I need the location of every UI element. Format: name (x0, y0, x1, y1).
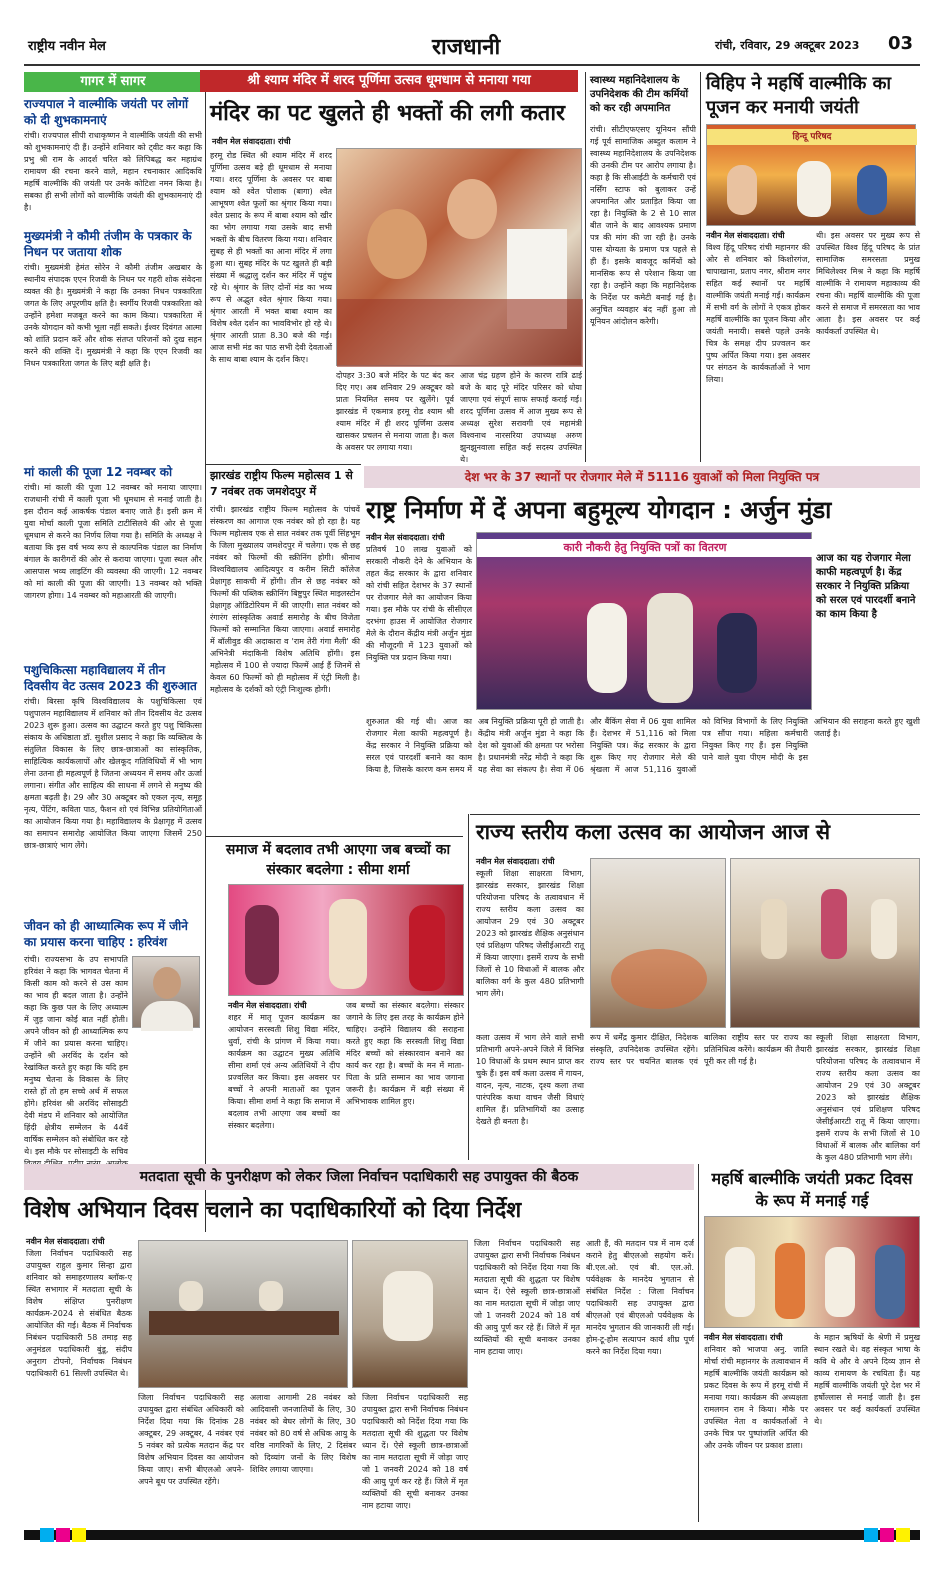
story-kicker: मतदाता सूची के पुनरीक्षण को लेकर जिला निर्वाचन पदाधिकारी सह उपायुक्त की बैठक (24, 1164, 694, 1190)
color-swatch (864, 1528, 878, 1542)
vhp-photo (706, 124, 916, 226)
story-column: अलावा आगामी 28 नवंबर को आदिवासी जनजातियों के लिए, 30 नवंबर को बेघर लोगों के लिए, 30 नवंबर को 80 वर्ष से अधिक आयु के वरिष्ठ नागरिकों के लिए, 2 दिसंबर को दिव्यांग जनों के लिए विशेष शिविर लगाया जाएगा। (250, 1393, 356, 1474)
story-column: कला उत्सव में भाग लेने वाले सभी प्रतिभागी अपने-अपने जिले में विभिन्न 10 विधाओं के प्रथम स्थान प्राप्त कर चुके हैं। इस वर्ष कला उत्सव में गायन, वादन, नृत्य, नाटक, दृश्य कला तथा पारंपरिक कथा वाचन जैसी विधाएं शामिल हैं। प्रतिभागियों का उत्साह देखते ही बनता है। (476, 1033, 584, 1126)
left-item-title: पशुचिकित्सा महाविद्यालय में तीन दिवसीय वेट उत्सव 2023 की शुरुआत (24, 663, 197, 693)
story-headline: विहिप ने महर्षि वाल्मीकि का पूजन कर मनायी जयंती (706, 73, 892, 118)
footer-bar (24, 1530, 920, 1540)
section-rule (205, 464, 361, 465)
story-headline: समाज में बदलाव तभी आएगा जब बच्चों का संस्कार बदलेगा : सीमा शर्मा (225, 842, 451, 878)
story-headline: झारखंड राष्ट्रीय फिल्म महोत्सव 1 से 7 नवंबर तक जमशेदपुर में (210, 469, 353, 498)
section-title: राजधानी (432, 35, 501, 60)
story-column: रूप में धर्मेंद्र कुमार दीक्षित, निदेशक संस्कृति, उपनिदेशक उपस्थित रहेंगे। राज्य स्तर पर चयनित बालक एवं बालिका राष्ट्रीय स्तर पर राज्य का प्रतिनिधित्व करेंगे। कार्यक्रम की तैयारी पूरी कर ली गई है। (590, 1033, 812, 1066)
temple-photo (336, 148, 582, 366)
story-column: जब बच्चों का संस्कार बदलेगा। संस्कार जगाने के लिए इस तरह के कार्यक्रम होने चाहिए। उन्होंने विद्यालय की सराहना करते हुए कहा कि सरस्वती शिशु विद्या मंदिर बच्चों को संस्कारवान बनाने का कार्य कर रहा है। बच्चों के मन में माता-पिता के प्रति सम्मान का भाव जगाना जरूरी है। कार्यक्रम में बड़ी संख्या में अभिभावक शामिल हुए। (346, 1001, 464, 1106)
color-swatch (896, 1528, 910, 1542)
story-column: आती हैं, की मतदान पत्र में नाम दर्ज कराने हेतु बीएलओ सहयोग करें। बी.एल.ओ. एवं बी. एल.ओ. पर्यवेक्षक के मानदेय भुगतान से संबंधित निर्देश : जिला निर्वाचन पदाधिकारी सह उपायुक्त द्वारा बीएलओ एवं बीएलओ पर्यवेक्षक के मानदेय भुगतान की जानकारी ली गई। होम-टू-होम सत्यापन कार्य शीघ्र पूर्ण करने का निर्देश दिया गया। (586, 1239, 694, 1356)
story-byline: नवीन मेल संवाददाता। रांची (26, 1237, 105, 1246)
story-column: रांची। झारखंड राष्ट्रीय फिल्म महोत्सव के पांचवें संस्करण का आगाज एक नवंबर को हो रहा है। यह फिल्म महोत्सव एक से सात नवंबर तक पूर्वी सिंहभूम के जिला मुख्यालय जमशेदपुर में चलेगा। एक से छह नवंबर को फिल्मों की स्क्रीनिंग होगी। श्रीनाथ विश्वविद्यालय आदित्यपुर व करीम सिटी कॉलेज प्रेक्षागृह साकची में होंगी। तीन से छह नवंबर को फिल्मों की पब्लिक स्क्रीनिंग बिष्टुपुर स्थित माइलस्टोन प्रेक्षागृह ऑडिटोरियम में की जाएगी। सात नवंबर को रंगारंग सांस्कृतिक अवार्ड समारोह के बीच विजेता फिल्मों को सम्मानित किया जाएगा। अवार्ड समारोह में बॉलीवुड की अदाकारा व 'राम तेरी गंगा मैली' की अभिनेत्री मंदाकिनी विशेष अतिथि होंगी। इस महोत्सव में 100 से ज्यादा फिल्में आई हैं जिनमें से केवल 60 फिल्मों को ही महोत्सव में एंट्री मिली है। महोत्सव के दर्शकों को एंट्री निःशुल्क होगी। (210, 505, 360, 694)
story-byline: नवीन मेल संवाददाता। रांची (228, 1001, 307, 1010)
story-byline: नवीन मेल संवाददाता। रांची (706, 231, 785, 240)
story-kicker: देश भर के 37 स्थानों पर रोजगार मेले में 51116 युवाओं को मिला नियुक्ति पत्र (364, 466, 920, 488)
story-column: हरमू रोड स्थित श्री श्याम मंदिर में शरद पूर्णिमा उत्सव बड़े ही धूमधाम से मनाया गया। शरद पूर्णिमा के अवसर पर बाबा श्याम को श्वेत पोशाक (बागा) श्वेत आभूषण श्वेत फूलों का श्रृंगार किया गया। श्वेत प्रसाद के रूप में बाबा श्याम को खीर का भोग लगाया गया उसके बाद सभी भक्तों के बीच वितरण किया गया। शनिवार सुबह से ही भक्तों का आना मंदिर में लगा हुआ था। सुबह मंदिर के पट खुलते ही बड़ी संख्या में श्रद्धालु दर्शन कर मंदिर में पहुंच रहे थे। श्रृंगार के लिए दोनों मंड का भव्य रूप से अद्भुत श्वेत श्रृंगार किया गया। श्रृंगार आरती में भक्त बाबा श्याम का विशेष श्वेत दर्शन का भावविभोर हो रहे थे। श्रृंगार आरती प्रातः 8.30 बजे की गई। आज सभी मंड का पाठ सभी देवी देवताओं के साथ बाबा श्याम के दर्शन किए। (210, 151, 332, 364)
section-label: गागर में सागर (24, 72, 202, 92)
story-column: स्कूली शिक्षा साक्षरता विभाग, झारखंड सरकार, झारखंड शिक्षा परियोजना परिषद के तत्वावधान में राज्य स्तरीय कला उत्सव का आयोजन 29 एवं 30 अक्टूबर 2023 को झारखंड शैक्षिक अनुसंधान एवं प्रशिक्षण परिषद जेसीईआरटी रातू में किया जाएगा। इसमें राज्य के सभी जिलों से 10 विधाओं में बालक और बालिका वर्ग के कुल 480 प्रतिभागी भाग लेंगे। (476, 869, 584, 998)
left-item-body: रांची। राज्यपाल सीपी राधाकृष्णन ने वाल्मीकि जयंती की सभी को शुभकामनाएं दी हैं। उन्होंने शनिवार को ट्वीट कर कहा कि प्रभु श्री राम के आदर्श चरित को लिपिबद्ध कर महाग्रंथ रामायण की रचना करने वाले, महान रचनाकार आदिकवि महर्षि वाल्मीकि की जयंती पर उनके कोटिशः नमन किया है। सबका ही सभी लोगों को वाल्मीकि जयंती की शुभकामनाएं दी है। (24, 131, 202, 212)
left-item-body: रांची। मां काली की पूजा 12 नवम्बर को मनाया जाएगा। राजधानी रांची में काली पूजा भी धूमधाम से मनाई जाती है। इस दौरान कई आकर्षक पंडाल बनाए जाते हैं। इसी क्रम में युवा मोर्चा काली पूजा समिति टाटीसिलवे की ओर से पूजा धूमधाम से करने का निर्णय लिया गया है। समिति के अध्यक्ष ने बताया कि इस वर्ष भव्य रूप से काल्पनिक पंडाल का निर्माण बंगाल के कारीगरों की ओर से कराया जाएगा। पूजा स्थल और आसपास भव्य लाइटिंग की व्यवस्था की जाएगी। 12 नवम्बर को मां काली की पूजा की जाएगी। 13 नवम्बर को भक्ति जागरण होगा। 14 नवम्बर को महाआरती की जाएगी। (24, 483, 202, 600)
story-headline: मंदिर का पट खुलते ही भक्तों की लगी कतार (210, 101, 566, 126)
column-divider (585, 72, 586, 462)
story-byline: नवीन मेल संवाददाता। रांची (212, 137, 291, 146)
meeting-photo-2 (352, 1240, 468, 1388)
page-date: रांची, रविवार, 29 अक्टूबर 2023 (715, 39, 860, 52)
left-item-title: मुख्यमंत्री ने कौमी तंजीम के पत्रकार के निधन पर जताया शोक (24, 229, 192, 259)
story-column: जिला निर्वाचन पदाधिकारी सह उपायुक्त द्वारा सभी निर्वाचक निबंधन पदाधिकारी को निर्देश दिया गया कि मतदाता सूची की शुद्धता पर विशेष ध्यान दें। ऐसे स्कूली छात्र-छात्राओं का नाम मतदाता सूची में जोड़ा जाए जो 1 जनवरी 2024 को 18 वर्ष की आयु पूर्ण कर रहे हैं। जिले में मृत व्यक्तियों की सूची बनाकर उनका नाम हटाया जाए। (474, 1239, 580, 1356)
photo-banner-text: कारी नौकरी हेतु नियुक्ति पत्रों का वितरण (477, 539, 813, 557)
story-byline: नवीन मेल संवाददाता। रांची (704, 1333, 783, 1342)
left-item-body: रांची। मुख्यमंत्री हेमंत सोरेन ने कौमी तंजीम अखबार के स्थानीय संपादक एएन रिजवी के निधन पर गहरी शोक संवेदना व्यक्त की है। मुख्यमंत्री ने कहा कि उनका निधन पत्रकारिता जगत के लिए अपूरणीय क्षति है। स्वर्गीय रिजवी पत्रकारिता को उन्होंने हमेशा मजबूत करने का काम किया। पत्रकारिता में उनके योगदान को कभी भूला नहीं सकते। ईश्वर दिवंगत आत्मा को शांति प्रदान करें और शोक संतप्त परिजनों को दुख सहन करने की शक्ति दें। मुख्यमंत्री ने कहा कि एएन रिजवी का निधन पत्रकारिता जगत के लिए बड़ी क्षति है। (24, 263, 202, 368)
color-swatch (56, 1528, 70, 1542)
story-headline: महर्षि बाल्मीकि जयंती प्रकट दिवस के रूप में मनाई गई (711, 1169, 913, 1210)
rozgar-photo (476, 532, 812, 710)
left-item-title: जीवन को ही आध्यात्मिक रूप में जीने का प्रयास करना चाहिए : हरिवंश (24, 919, 188, 949)
story-column: जिला निर्वाचन पदाधिकारी सह उपायुक्त द्वारा संबंधित अधिकारी को निर्देश दिया गया कि दिनांक 28 अक्टूबर, 29 अक्टूबर, 4 नवंबर एवं 5 नवंबर को प्रत्येक मतदान केंद्र पर विशेष अभियान दिवस का आयोजन किया जाए। सभी बीएलओ अपने-अपने बूथ पर उपस्थित रहेंगे। (138, 1393, 244, 1486)
story-column: जिला निर्वाचन पदाधिकारी सह उपायुक्त द्वारा सभी निर्वाचक निबंधन पदाधिकारी को निर्देश दिया गया कि मतदाता सूची की शुद्धता पर विशेष ध्यान दें। ऐसे स्कूली छात्र-छात्राओं का नाम मतदाता सूची में जोड़ा जाए जो 1 जनवरी 2024 को 18 वर्ष की आयु पूर्ण कर रहे हैं। जिले में मृत व्यक्तियों की सूची बनाकर उनका नाम हटाया जाए। (362, 1393, 468, 1510)
section-rule (205, 836, 463, 837)
color-swatch (880, 1528, 894, 1542)
story-column: प्रतिवर्ष 10 लाख युवाओं को सरकारी नौकरी देने के अभियान के तहत केंद्र सरकार के द्वारा शनिवार को रांची सहित देशभर के 37 स्थानों पर रोजगार मेले का आयोजन किया गया। इस मौके पर रांची के सीसीएल दरभंगा हाउस में आयोजित रोजगार मेले के दौरान केंद्रीय मंत्री अर्जुन मुंडा की मौजूदगी में 123 युवाओं को नियुक्ति पत्र प्रदान किया गया। (366, 545, 472, 662)
color-swatch (72, 1528, 86, 1542)
color-swatch (40, 1528, 54, 1542)
story-column: शुरुआत की गई थी। आज का रोजगार मेला काफी महत्वपूर्ण है। केंद्र सरकार ने नियुक्ति प्रक्रिया को सरल एवं पारदर्शी बनाने का काम किया है, जिसके कारण कम समय में अब नियुक्ति प्रक्रिया पूरी हो जाती है। केंद्रीय मंत्री अर्जुन मुंडा ने कहा कि देश को युवाओं की क्षमता पर भरोसा है। प्रधानमंत्री नरेंद्र मोदी ने कहा कि यह सेवा का संकल्प है। सेवा में 06 और बैंकिंग सेवा में 06 युवा शामिल हैं। देशभर में 51,116 को मिला नियुक्ति पत्र। केंद्र सरकार के द्वारा शुरू किए गए रोजगार मेले की श्रृंखला में आज 51,116 युवाओं को विभिन्न विभागों के लिए नियुक्ति पत्र सौंपा गया। महिला कर्मचारी नियुक्त किए गए हैं। इस नियुक्ति पाने वाले युवा पीएम मोदी के इस अभियान की सराहना करते हुए खुशी जताई है। (366, 717, 920, 774)
story-column: थी। इस अवसर पर मुख्य रूप से उपस्थित विश्व हिंदू परिषद के प्रांत सामाजिक समरसता प्रमुख मिथिलेश्वर मिश्र ने कहा कि महर्षि वाल्मीकि ने रामायण महाकाव्य की रचना की। महर्षि वाल्मीकि की पूजा करने से समाज में समरसता का भाव आता है। इस अवसर पर कई कार्यकर्ता उपस्थित थे। (816, 231, 920, 336)
story-headline: राष्ट्र निर्माण में दें अपना बहुमूल्य योगदान : अर्जुन मुंडा (366, 496, 832, 524)
column-divider (698, 1164, 699, 1522)
story-kicker: श्री श्याम मंदिर में शरद पूर्णिमा उत्सव धूमधाम से मनाया गया (200, 70, 578, 92)
left-item-title: मां काली की पूजा 12 नवम्बर को (24, 465, 173, 479)
story-headline: राज्य स्तरीय कला उत्सव का आयोजन आज से (476, 820, 831, 844)
story-headline: विशेष अभियान दिवस चलाने का पदाधिकारियों को दिया निर्देश (24, 1198, 522, 1223)
story-column: विश्व हिंदू परिषद रांची महानगर की ओर से शनिवार को किशोरगंज, चापाखाना, प्रताप नगर, श्रीराम नगर सहित कई स्थानों पर महर्षि वाल्मीकि जयंती मनाई गई। कार्यक्रम में सभी वर्ग के लोगों ने एकत्र होकर महर्षि वाल्मीकि का पूजन किया और जयंती मनायी। सबसे पहले उनके चित्र के समक्ष दीप प्रज्वलन कर पुष्प अर्पित किया गया। इस अवसर पर संगठन के कार्यकर्ताओं ने भाग लिया। (706, 243, 810, 384)
meeting-photo-1 (138, 1240, 348, 1388)
column-divider (205, 72, 206, 1232)
sanskar-photo (228, 884, 464, 996)
left-item-body: रांची। बिरसा कृषि विश्वविद्यालय के पशुचिकित्सा एवं पशुपालन महाविद्यालय में शनिवार को तीन दिवसीय वेट उत्सव 2023 शुरू हुआ। उत्सव का उद्घाटन करते हुए पशु चिकित्सा संकाय के अधिष्ठाता डॉ. सुशील प्रसाद ने कहा कि व्यक्तित्व के संतुलित विकास के लिए छात्र-छात्राओं का सांस्कृतिक, साहित्यिक कार्यकलापों और खेलकूद गतिविधियों में भी भाग लेना उतना ही महत्वपूर्ण है जितना अध्ययन में समय और ऊर्जा लगाना। संगीत और साहित्य की साधना में लगने से मनुष्य की क्षमता बढ़ती है। 29 और 30 अक्टूबर को एकल नृत्य, समूह नृत्य, पेंटिंग, कविता पाठ, फैशन शो एवं विभिन्न प्रतियोगिताओं का आयोजन किया गया है। महाविद्यालय के प्रेक्षागृह में उत्सव का समापन समारोह आयोजित किया जाएगा जिसमें 250 छात्र-छात्राएं भाग लेंगे। (24, 697, 202, 850)
column-divider (700, 72, 701, 462)
story-column: दोपहर 3:30 बजे मंदिर के पट बंद कर दिए गए। अब शनिवार 29 अक्टूबर को प्रातः नियमित समय पर खुलेंगे। पूर्व झारखंड में एकमात्र हरमू रोड श्याम श्री श्याम मंदिर में ही शरद पूर्णिमा उत्सव खासकर प्रचलन से मनाया जाता है। कल के अवसर पर लगाया गया। (336, 371, 454, 452)
kala-photo-2 (730, 858, 920, 1028)
masthead-rule (24, 64, 920, 66)
story-column: आज चंद्र ग्रहण होने के कारण रात्रि ढाई बजे के बाद पूरे मंदिर परिसर को धोया जाएगा एवं संपूर्ण साफ सफाई कराई गई। शरद पूर्णिमा उत्सव में आज मुख्य रूप से अध्यक्ष सुरेश सरावगी एवं महामंत्री विश्वनाथ नारसरिया उपाध्यक्ष अरुण झुनझुनवाला सहित कई सदस्य उपस्थित थे। (460, 371, 582, 464)
story-column: शहर में मातृ पूजन कार्यक्रम का आयोजन सरस्वती शिशु विद्या मंदिर, धुर्वा, रांची के प्रांगण में किया गया। कार्यक्रम का उद्घाटन मुख्य अतिथि सीमा शर्मा एवं अन्य अतिथियों ने दीप प्रज्वलित कर किया। इस अवसर पर बच्चों ने अपनी माताओं का पूजन किया। सीमा शर्मा ने कहा कि समाज में बदलाव तभी आएगा जब बच्चों का संस्कार बदलेगा। (228, 1013, 340, 1130)
story-column: रांची। सीटीएफएसए यूनियन सौंपी गई पूर्व सामाजिक अब्दुल कलाम ने स्वास्थ्य महानिदेशालय के उपनिदेशक की उनकी टीम पर आरोप लगाया है। कहा है कि सीआईटी के कर्मचारी एवं नर्सिंग स्टाफ को बुलाकर उन्हें अपमानित और प्रताड़ित किया जा रहा है। नियुक्ति के 2 से 10 साल बीत जाने के बाद आवश्यक प्रमाण पत्र की मांग की जा रही है। उनके पास योग्यता के प्रमाण पत्र पहले से ही हैं। इसके बावजूद कर्मियों को मानसिक रूप से परेशान किया जा रहा है। उन्होंने कहा कि महानिदेशक के निर्देश पर कमेटी बनाई गई है। अनुचित व्यवहार बंद नहीं हुआ तो यूनियन आंदोलन करेगी। (590, 125, 696, 326)
story-column: स्कूली शिक्षा साक्षरता विभाग, झारखंड सरकार, झारखंड शिक्षा परियोजना परिषद के तत्वावधान में राज्य स्तरीय कला उत्सव का आयोजन 29 एवं 30 अक्टूबर 2023 को झारखंड शैक्षिक अनुसंधान एवं प्रशिक्षण परिषद जेसीईआरटी रातू में किया जाएगा। इसमें राज्य के सभी जिलों से 10 विधाओं में बालक और बालिका वर्ग के कुल 480 प्रतिभागी भाग लेंगे। (816, 1033, 920, 1162)
left-item-body: रांची। राज्यसभा के उप सभापति हरिवंश ने कहा कि भागवत चेतना में किसी काम को करने से उस काम का भाव ही बदल जाता है। उन्होंने कहा कि कुछ पल के लिए अध्यात्म में जुड़ जाना कोई बात नहीं होती। अपने जीवन को ही आध्यात्मिक रूप में जीने का प्रयास करना चाहिए। उन्होंने श्री अरविंद के दर्शन को रेखांकित करते हुए कहा कि यदि हम मनुष्य चेतना के विकास के लिए रास्ते हों तो हम सच्चे अर्थ में सफल होंगे। हरिवंश श्री अरविंद सोसाइटी देवी मंडप में शनिवार को आयोजित हिंदी क्षेत्रीय सम्मेलन के 44वें वार्षिक सम्मेलन को संबोधित कर रहे थे। इस मौके पर सोसाइटी के सचिव (24, 955, 128, 1156)
story-column: के महान ऋषियों के श्रेणी में प्रमुख स्थान रखते थे। वह संस्कृत भाषा के कवि थे और वे अपने दिव्य ज्ञान से काव्य रामायण के रचयिता हैं। यह महर्षि वाल्मीकि जयंती पूरे देश भर में हर्षोल्लास से मनाई जाती है। इस अवसर पर कई कार्यकर्ता उपस्थित थे। (814, 1333, 920, 1426)
section-rule (470, 814, 920, 815)
pull-quote: आज का यह रोजगार मेला काफी महत्वपूर्ण है। केंद्र सरकार ने नियुक्ति प्रक्रिया को सरल एवं पारदर्शी बनाने का काम किया है (816, 553, 916, 620)
story-column: शनिवार को भाजपा अनु. जाति मोर्चा रांची महानगर के तत्वावधान में महर्षि बाल्मीकि जयंती कार्यक्रम को प्रकट दिवस के रूप में हरमू रांची में मनाया गया। कार्यक्रम की अध्यक्षता रामलगन राम ने किया। मौके पर उपस्थित नेता व कार्यकर्ताओं ने उनके चित्र पर पुष्पांजलि अर्पित की और उनके जीवन पर प्रकाश डाला। (704, 1345, 808, 1450)
left-item-title: राज्यपाल ने वाल्मीकि जयंती पर लोगों को दी शुभकामनाएं (24, 97, 189, 127)
page-number: 03 (888, 33, 914, 54)
column-divider (468, 814, 469, 1160)
harivansh-photo (132, 956, 200, 1028)
story-byline: नवीन मेल संवाददाता। रांची (366, 533, 445, 542)
story-column: जिला निर्वाचन पदाधिकारी सह उपायुक्त राहुल कुमार सिन्हा द्वारा शनिवार को समाहरणालय ब्लॉक-ए स्थित सभागार में मतदाता सूची के विशेष संक्षिप्त पुनरीक्षण कार्यक्रम-2024 से संबंधित बैठक आयोजित की गई। बैठक में निर्वाचक निबंधन पदाधिकारी 58 तमाड़ सह अनुमंडल पदाधिकारी बुंडू, संदीप अनुराग टोपनो, निर्वाचक निबंधन पदाधिकारी 61 सिल्ली उपस्थित थे। (26, 1249, 132, 1378)
paper-name: राष्ट्रीय नवीन मेल (28, 39, 106, 54)
story-byline: नवीन मेल संवाददाता। रांची (476, 857, 555, 866)
valmiki-photo (704, 1216, 920, 1328)
kala-photo-1 (590, 858, 726, 1028)
photo-banner-text: हिन्दू परिषद (707, 129, 917, 145)
story-headline: स्वास्थ्य महानिदेशालय के उपनिदेशक की टीम कर्मियों को कर रही अपमानित (590, 75, 689, 114)
